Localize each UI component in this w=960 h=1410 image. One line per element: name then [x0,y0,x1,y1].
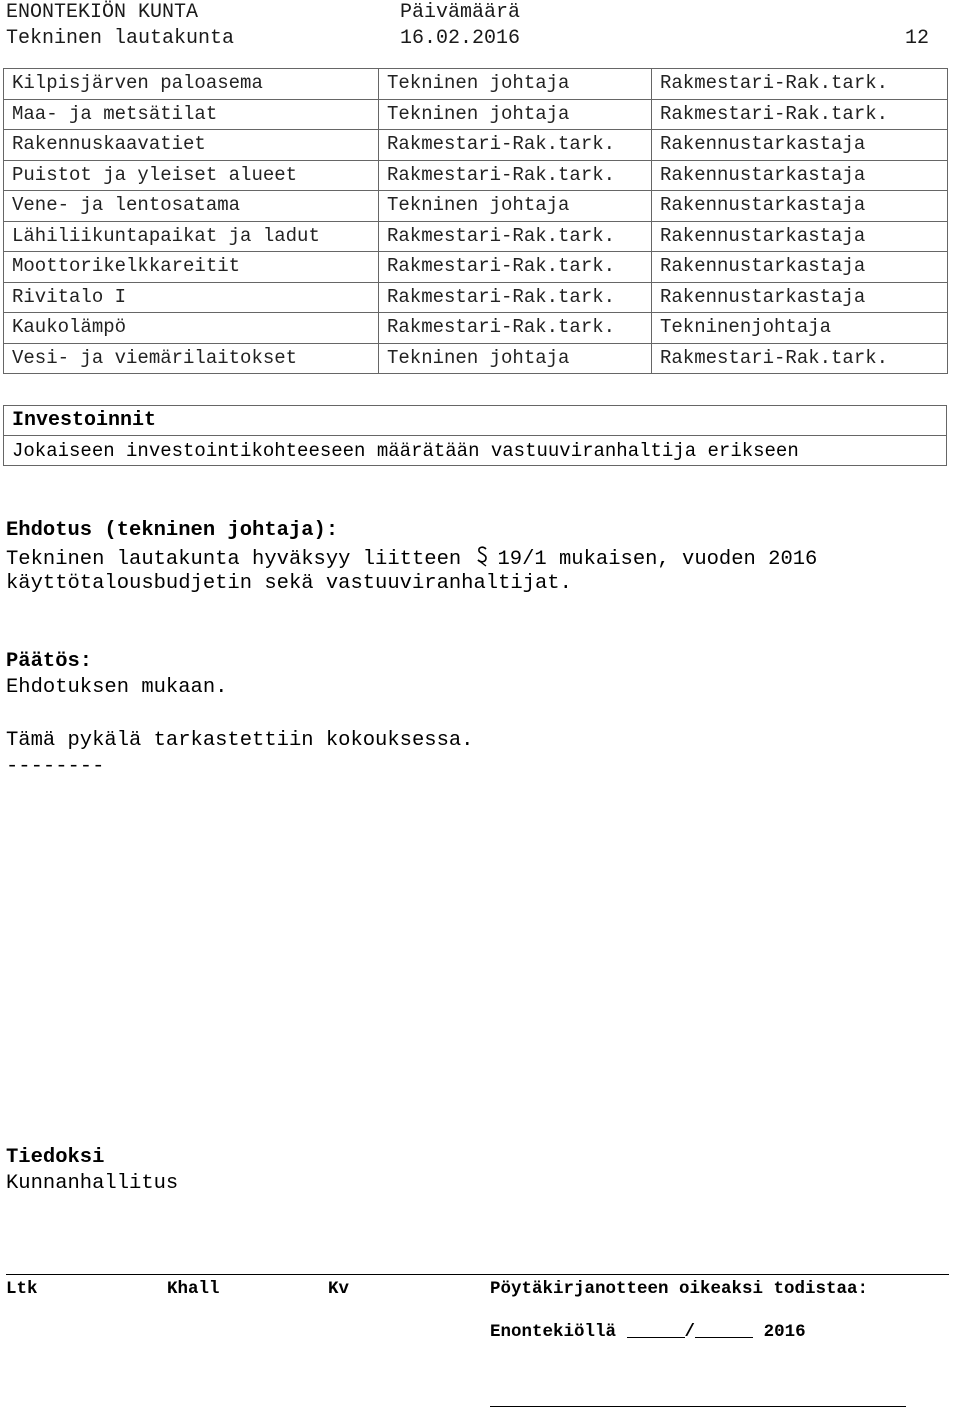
responsible-cell: Rakmestari-Rak.tark. [379,221,652,252]
deputy-cell: Rakmestari-Rak.tark. [652,69,948,100]
table-row [4,69,948,100]
table-row [4,221,948,252]
responsible-cell: Rakmestari-Rak.tark. [379,282,652,313]
deputy-cell: Rakennustarkastaja [652,130,948,161]
footer-place: Enontekiöllä [490,1322,617,1342]
notice-heading: Tiedoksi [6,1146,105,1169]
deputy-cell: Rakmestari-Rak.tark. [652,99,948,130]
footer-slash: / [684,1322,696,1342]
footer-khall: Khall [167,1279,220,1299]
responsible-cell: Tekninen johtaja [379,191,652,222]
task-cell: Rakennuskaavatiet [4,130,379,161]
date-label: Päivämäärä [400,1,521,24]
deputy-cell: Rakennustarkastaja [652,191,948,222]
responsible-cell: Rakmestari-Rak.tark. [379,160,652,191]
page-number: 12 [905,27,930,50]
investments-title: Investoinnit [12,409,157,432]
table-row [4,160,948,191]
board-name: Tekninen lautakunta [6,27,235,50]
end-dashes: -------- [6,755,105,778]
deputy-cell: Rakennustarkastaja [652,160,948,191]
signature-line [490,1406,906,1407]
table-row [4,313,948,344]
table-row [4,191,948,222]
responsible-cell: Tekninen johtaja [379,69,652,100]
deputy-cell: Rakennustarkastaja [652,252,948,283]
responsible-cell: Tekninen johtaja [379,343,652,374]
responsible-cell: Rakmestari-Rak.tark. [379,130,652,161]
task-cell: Maa- ja metsätilat [4,99,379,130]
task-cell: Lähiliikuntapaikat ja ladut [4,221,379,252]
decision-text: Ehdotuksen mukaan. [6,676,228,699]
deputy-cell: Tekninenjohtaja [652,313,948,344]
table-row [4,99,948,130]
proposal-heading: Ehdotus (tekninen johtaja): [6,519,339,542]
meeting-date: 16.02.2016 [400,27,521,50]
footer-place-date [490,1321,806,1343]
proposal-line-1-a: Tekninen lautakunta hyväksyy liitteen [6,548,462,571]
responsibilities-table-body [4,69,948,374]
deputy-cell: Rakennustarkastaja [652,282,948,313]
task-cell: Kilpisjärven paloasema [4,69,379,100]
notice-recipient: Kunnanhallitus [6,1172,179,1195]
proposal-line-2: käyttötalousbudjetin sekä vastuuviranhaltijat. [6,572,572,595]
footer-ltk: Ltk [6,1279,38,1299]
day-blank [627,1321,685,1338]
org-name: ENONTEKIÖN KUNTA [6,1,199,24]
table-row [4,282,948,313]
task-cell: Kaukolämpö [4,313,379,344]
table-row [4,343,948,374]
proposal-line-1-b: 19/1 mukaisen, vuoden 2016 [497,548,818,571]
verification-note: Tämä pykälä tarkastettiin kokouksessa. [6,729,474,752]
investments-text: Jokaiseen investointikohteeseen määrätään vastuuviranhaltija erikseen [4,435,946,465]
task-cell: Vene- ja lentosatama [4,191,379,222]
table-row [4,130,948,161]
deputy-cell: Rakennustarkastaja [652,221,948,252]
task-cell: Moottorikelkkareitit [4,252,379,283]
responsible-cell: Tekninen johtaja [379,99,652,130]
month-blank [695,1321,753,1338]
proposal-line-1 [6,545,817,573]
task-cell: Vesi- ja viemärilaitokset [4,343,379,374]
footer-kv: Kv [328,1279,350,1299]
task-cell: Rivitalo I [4,282,379,313]
responsible-cell: Rakmestari-Rak.tark. [379,313,652,344]
footer-certify: Pöytäkirjanotteen oikeaksi todistaa: [490,1279,869,1299]
task-cell: Puistot ja yleiset alueet [4,160,379,191]
table-row [4,252,948,283]
deputy-cell: Rakmestari-Rak.tark. [652,343,948,374]
responsibilities-table [3,68,948,374]
investments-box [3,405,947,466]
footer-year: 2016 [763,1322,806,1342]
footer-divider [6,1274,949,1275]
section-sign-icon [474,545,490,567]
responsible-cell: Rakmestari-Rak.tark. [379,252,652,283]
decision-heading: Päätös: [6,650,93,673]
